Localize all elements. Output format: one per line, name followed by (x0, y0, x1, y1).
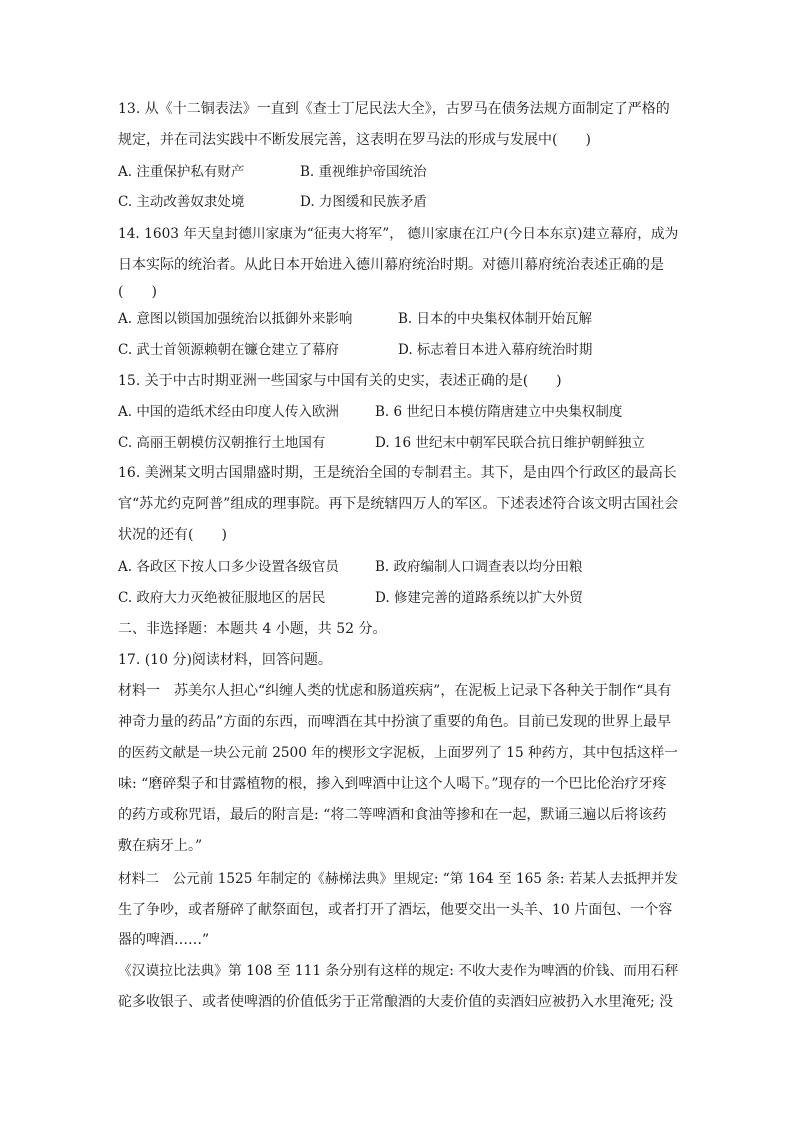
q13-option-d: D. 力图缓和民族矛盾 (300, 194, 427, 210)
q17-material1-line-6: 敷在病牙上。” (118, 838, 203, 854)
q17-material2-line-1: 材料二 公元前 1525 年制定的《赫梯法典》里规定: “第 164 至 165 条: 若某人去抵押并发 (118, 871, 678, 887)
q13-option-b: B. 重视维护帝国统治 (300, 164, 427, 180)
q13-option-a: A. 注重保护私有财产 (118, 164, 245, 180)
q16-option-c: C. 政府大力灭绝被征服地区的居民 (118, 590, 326, 606)
q15-option-a: A. 中国的造纸术经由印度人传入欧洲 (118, 404, 339, 420)
q16-option-b: B. 政府编制人口调查表以均分田粮 (375, 559, 583, 575)
q15-stem-line-1: 15. 关于中古时期亚洲一些国家与中国有关的史实，表述正确的是( ) (118, 373, 562, 389)
q16-option-a: A. 各政区下按人口多少设置各级官员 (118, 559, 339, 575)
section-heading: 二、非选择题：本题共 4 小题，共 52 分。 (118, 621, 387, 637)
q17-material1-line-3: 的医药文献是一块公元前 2500 年的楔形文字泥板，上面罗列了 15 种药方，其中包括这样一 (118, 745, 678, 761)
q16-stem-line-1: 16. 美洲某文明古国鼎盛时期，王是统治全国的专制君主。其下，是由四个行政区的最高长 (118, 465, 677, 481)
q17-material2-line-3: 器的啤酒……” (118, 932, 210, 948)
q17-title: 17. (10 分)阅读材料，回答问题。 (118, 652, 332, 668)
q14-option-d: D. 标志着日本进入幕府统治时期 (398, 342, 593, 358)
q16-option-d: D. 修建完善的道路系统以扩大外贸 (375, 590, 583, 606)
q17-material2-line-5: 砣多收银子、或者使啤酒的价值低劣于正常酿酒的大麦价值的卖酒妇应被扔入水里淹死; 没 (118, 994, 674, 1010)
q15-option-d: D. 16 世纪末中朝军民联合抗日维护朝鲜独立 (375, 435, 645, 451)
q14-stem-line-3: ( ) (118, 284, 157, 300)
q17-material1-line-4: 味: “磨碎梨子和甘露植物的根，掺入到啤酒中让这个人喝下。”现存的一个巴比伦治疗牙疼 (118, 776, 667, 792)
q15-option-c: C. 高丽王朝模仿汉朝推行土地国有 (118, 435, 326, 451)
q16-stem-line-3: 状况的还有( ) (118, 527, 227, 543)
q14-stem-line-2: 日本实际的统治者。从此日本开始进入德川幕府统治时期。对德川幕府统治表述正确的是 (118, 257, 664, 273)
q14-option-a: A. 意图以锁国加强统治以抵御外来影响 (118, 311, 353, 327)
q17-material2-line-2: 生了争吵，或者掰碎了献祭面包，或者打开了酒坛，他要交出一头羊、10 片面包、一个容 (118, 902, 673, 918)
q17-material2-line-4: 《汉谟拉比法典》第 108 至 111 条分别有这样的规定: 不收大麦作为啤酒的价钱、而用石秤 (118, 963, 679, 979)
q14-option-c: C. 武士首领源赖朝在镰仓建立了幕府 (118, 342, 339, 358)
q17-material1-line-5: 的药方或称咒语，最后的附言是: “将二等啤酒和食油等掺和在一起，默诵三遍以后将该药 (118, 807, 667, 823)
q13-stem-line-1: 13. 从《十二铜表法》一直到《查士丁尼民法大全》，古罗马在债务法规方面制定了严格的 (118, 101, 670, 117)
q17-material1-line-1: 材料一 苏美尔人担心“纠缠人类的忧虑和肠道疾病”，在泥板上记录下各种关于制作“具有 (118, 683, 672, 699)
q15-option-b: B. 6 世纪日本模仿隋唐建立中央集权制度 (375, 404, 623, 420)
q13-option-c: C. 主动改善奴隶处境 (118, 194, 245, 210)
q17-material1-line-2: 神奇力量的药品”方面的东西，而啤酒在其中扮演了重要的角色。目前已发现的世界上最早 (118, 714, 672, 730)
q14-option-b: B. 日本的中央集权体制开始瓦解 (398, 311, 593, 327)
q13-stem-line-2: 规定，并在司法实践中不断发展完善，这表明在罗马法的形成与发展中( ) (118, 132, 591, 148)
q16-stem-line-2: 官“苏尤约克阿普”组成的理事院。再下是统辖四万人的军区。下述表述符合该文明古国社会 (118, 496, 679, 512)
q14-stem-line-1: 14. 1603 年天皇封德川家康为“征夷大将军”， 德川家康在江户(今日本东京)建立幕府，成为 (118, 226, 679, 242)
